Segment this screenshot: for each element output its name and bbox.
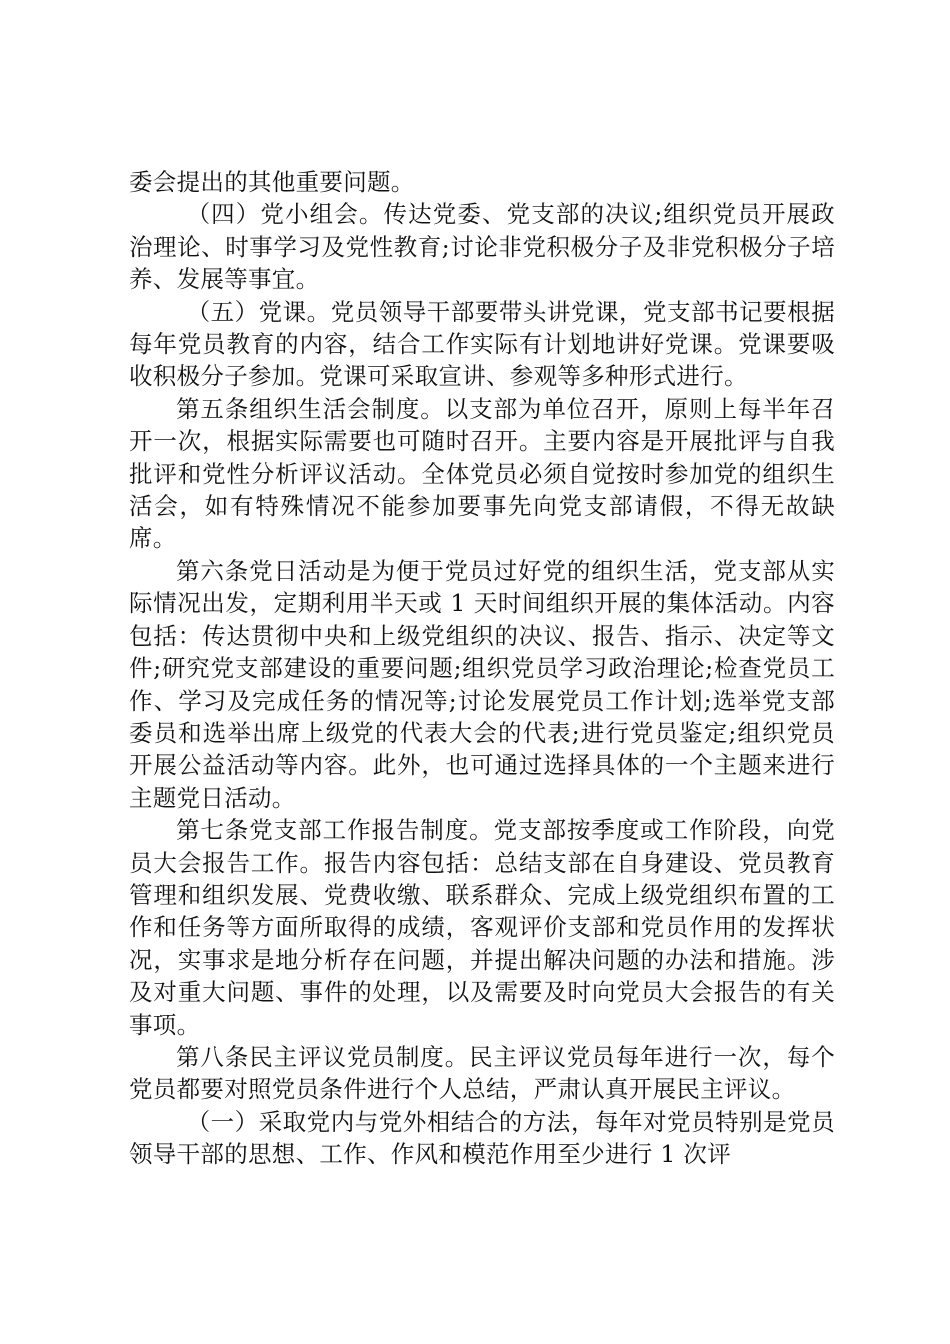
paragraph-article-8: 第八条民主评议党员制度。民主评议党员每年进行一次，每个党员都要对照党员条件进行个人总结，严肃认真开展民主评议。 [129,1042,835,1104]
paragraph-article-8-item-1: （一）采取党内与党外相结合的方法，每年对党员特别是党员领导干部的思想、工作、作风和模范作用至少进行 1 次评 [129,1107,835,1169]
paragraph-article-6: 第六条党日活动是为便于党员过好党的组织生活，党支部从实际情况出发，定期利用半天或 1 天时间组织开展的集体活动。内容包括：传达贯彻中央和上级党组织的决议、报告、指示、决定等文件;研究党支部建设的重要问题;组织党员学习政治理论;检查党员工作、学习及完成任务的情况等;讨论发展党员工作计划;选举党支部委员和选举出席上级党的代表大会的代表;进行党员鉴定;组织党员开展公益活动等内容。此外，也可通过选择具体的一个主题来进行主题党日活动。 [129,556,835,812]
paragraph-article-7: 第七条党支部工作报告制度。党支部按季度或工作阶段，向党员大会报告工作。报告内容包括：总结支部在自身建设、党员教育管理和组织发展、党费收缴、联系群众、完成上级党组织布置的工作和任务等方面所取得的成绩，客观评价支部和党员作用的发挥状况，实事求是地分析存在问题，并提出解决问题的办法和措施。涉及对重大问题、事件的处理，以及需要及时向党员大会报告的有关事项。 [129,816,835,1039]
paragraph-party-group-meeting: （四）党小组会。传达党委、党支部的决议;组织党员开展政治理论、时事学习及党性教育;讨论非党积极分子及非党积极分子培养、发展等事宜。 [129,200,835,294]
paragraph-article-5: 第五条组织生活会制度。以支部为单位召开，原则上每半年召开一次，根据实际需要也可随时召开。主要内容是开展批评与自我批评和党性分析评议活动。全体党员必须自觉按时参加党的组织生活会，如有特殊情况不能参加要事先向党支部请假，不得无故缺席。 [129,394,835,553]
document-body [129,166,835,1171]
paragraph-continuation: 委会提出的其他重要问题。 [129,168,415,196]
paragraph-party-lecture: （五）党课。党员领导干部要带头讲党课，党支部书记要根据每年党员教育的内容，结合工作实际有计划地讲好党课。党课要吸收积极分子参加。党课可采取宣讲、参观等多种形式进行。 [129,297,835,391]
